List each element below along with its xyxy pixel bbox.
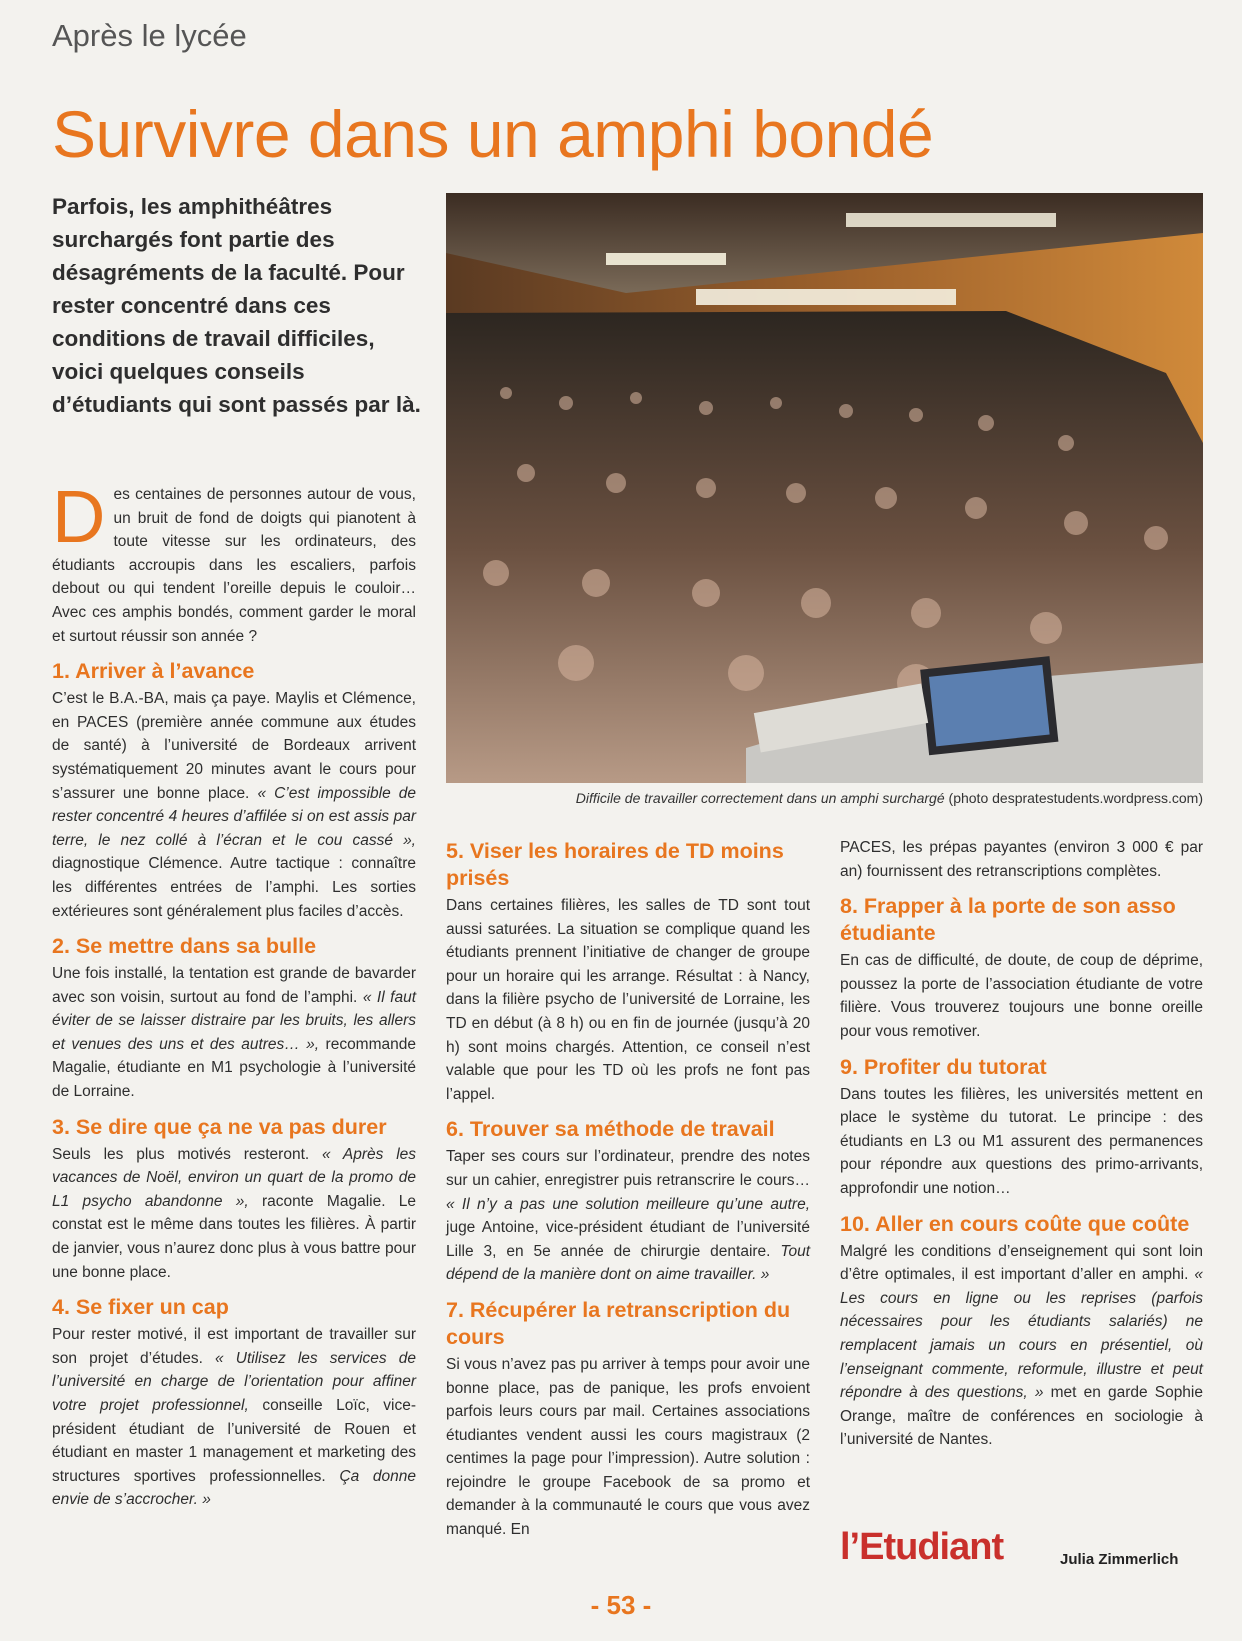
section-kicker: Après le lycée <box>52 18 247 53</box>
section-body-2: Une fois installé, la tentation est grande de bavarder avec son voisin, surtout au fond de l’amphi. « Il faut éviter de se laisser distraire par les bruits, les allers et venues des uns et des autres… », recommande Magalie, étudiante en M1 psychologie à l’université de Lorraine. <box>52 965 416 1101</box>
author-byline: Julia Zimmerlich <box>1060 1551 1179 1568</box>
section-heading-1: 1. Arriver à l’avance <box>52 659 255 684</box>
lecture-hall-photo <box>446 193 1203 783</box>
intro-paragraph: Des centaines de personnes autour de vous, un bruit de fond de doigts qui pianotent à toute vitesse sur les ordinateurs, des étudiants accroupis dans les escaliers, parfois debout ou qui tendent l’oreille depuis le couloir… Avec ces amphis bondés, comment garder le moral et surtout réussir son année ? <box>52 475 416 645</box>
photo-caption <box>446 790 1203 806</box>
section-body-1: C’est le B.A.-BA, mais ça paye. Maylis et Clémence, en PACES (première année commune aux études de santé) à l’université de Bordeaux arrivent systématiquement 20 minutes avant le cours pour s’assurer une bonne place. « C’est impossible de rester concentré 4 heures d’affilée si on est assis par terre, le nez collé à l’écran et le cou cassé », diagnostique Clémence. Autre tactique : connaître les différentes entrées de l’amphi. Les sorties extérieures sont généralement plus faciles d’accès. <box>52 690 416 920</box>
page-number: - 53 - <box>590 1590 652 1620</box>
section-body-10: Malgré les conditions d’enseignement qui sont loin d’être optimales, il est important d’aller en amphi. « Les cours en ligne ou les reprises (parfois nécessaires pour les étudiants salariés) ne remplacent jamais un cours en présentiel, où l’enseignant commente, reformule, illustre et peut répondre à des questions, » met en garde Sophie Orange, maître de conférences en sociologie à l’université de Nantes. <box>840 1242 1203 1449</box>
section-body-7: Si vous n’avez pas pu arriver à temps pour avoir une bonne place, pas de panique, les profs envoient parfois leurs cours par mail. Certaines associations étudiantes vendent aussi les cours magistraux (2 centimes la page pour l’impression). Autre solution : rejoindre le groupe Facebook de sa promo et demander à la communauté le cours que vous avez manqué. En <box>446 1355 810 1539</box>
section-heading-4: 4. Se fixer un cap <box>52 1295 229 1320</box>
section-body-3: Seuls les plus motivés resteront. « Après les vacances de Noël, environ un quart de la promo de L1 psycho abandonne », raconte Magalie. Le constat est le même dans toutes les filières. À partir de janvier, vous n’aurez donc plus à vous battre pour une bonne place. <box>52 1145 417 1281</box>
article-title: Survivre dans un amphi bondé <box>52 97 934 171</box>
drop-cap: D <box>52 475 106 558</box>
section-heading-2: 2. Se mettre dans sa bulle <box>52 934 317 959</box>
section-heading-6: 6. Trouver sa méthode de travail <box>446 1117 775 1142</box>
section-body-8: En cas de difficulté, de doute, de coup de déprime, poussez la porte de l’association étudiante de votre filière. Vous trouverez toujours une bonne oreille pour vous remotiver. <box>840 952 1203 1040</box>
photo-credit: (photo despratestudents.wordpress.com) <box>948 790 1203 806</box>
section-body-4: Pour rester motivé, il est important de travailler sur son projet d’études. « Utilisez les services de l’université en charge de l’orientation pour affiner votre projet professionnel, conseille Loïc, vice-président étudiant de l’université de Rouen et étudiant en master 1 management et marketing des structures sportives professionnelles. Ça donne envie de s’accrocher. » <box>52 1326 416 1509</box>
caption-text: Difficile de travailler correctement dans un amphi surchargé <box>575 790 945 806</box>
section-heading-5: 5. Viser les horaires de TD moins prisés <box>446 839 784 890</box>
section-body-6: Taper ses cours sur l’ordinateur, prendre des notes sur un cahier, enregistrer puis retranscrire le cours… « Il n’y a pas une solution meilleure qu’une autre, juge Antoine, vice-président étudiant de l’université Lille 3, en 5e année de chirurgie dentaire. Tout dépend de la manière dont on aime travailler. » <box>446 1148 810 1284</box>
column-3 <box>840 836 1203 1462</box>
section-heading-10: 10. Aller en cours coûte que coûte <box>840 1211 1190 1236</box>
article-lead: Parfois, les amphithéâtres surchargés font partie des désagréments de la faculté. Pour rester concentré dans ces conditions de travail difficiles, voici quelques conseils d’étudiants qui sont passés par là. <box>52 194 421 417</box>
column-2 <box>446 832 810 1552</box>
letudiant-logo: l’Etudiant <box>840 1526 1004 1568</box>
section-heading-3: 3. Se dire que ça ne va pas durer <box>52 1114 387 1139</box>
section-body-7-continued: PACES, les prépas payantes (environ 3 000 € par an) fournissent des retranscriptions complètes. <box>840 839 1203 880</box>
section-heading-7: 7. Récupérer la retranscription du cours <box>446 1297 791 1349</box>
column-1 <box>52 475 417 1522</box>
section-body-9: Dans toutes les filières, les universités mettent en place le système du tutorat. Le principe : des étudiants en L3 ou M1 assurent des permanences pour répondre aux questions des primo-arrivants, approfondir une notion… <box>840 1085 1203 1197</box>
section-heading-9: 9. Profiter du tutorat <box>840 1054 1047 1079</box>
section-body-5: Dans certaines filières, les salles de TD sont tout aussi saturées. La situation se complique quand les étudiants prennent l’initiative de changer de groupe pour un horaire qui les arrange. Résultat : à Nancy, dans la filière psycho de l’université de Lorraine, les TD en début (à 8 h) ou en fin de journée (jusqu’à 20 h) sont moins chargés. Attention, ce conseil n’est valable que pour les TD où les profs ne font pas l’appel. <box>446 897 810 1103</box>
section-heading-8: 8. Frapper à la porte de son asso étudiante <box>840 894 1176 946</box>
